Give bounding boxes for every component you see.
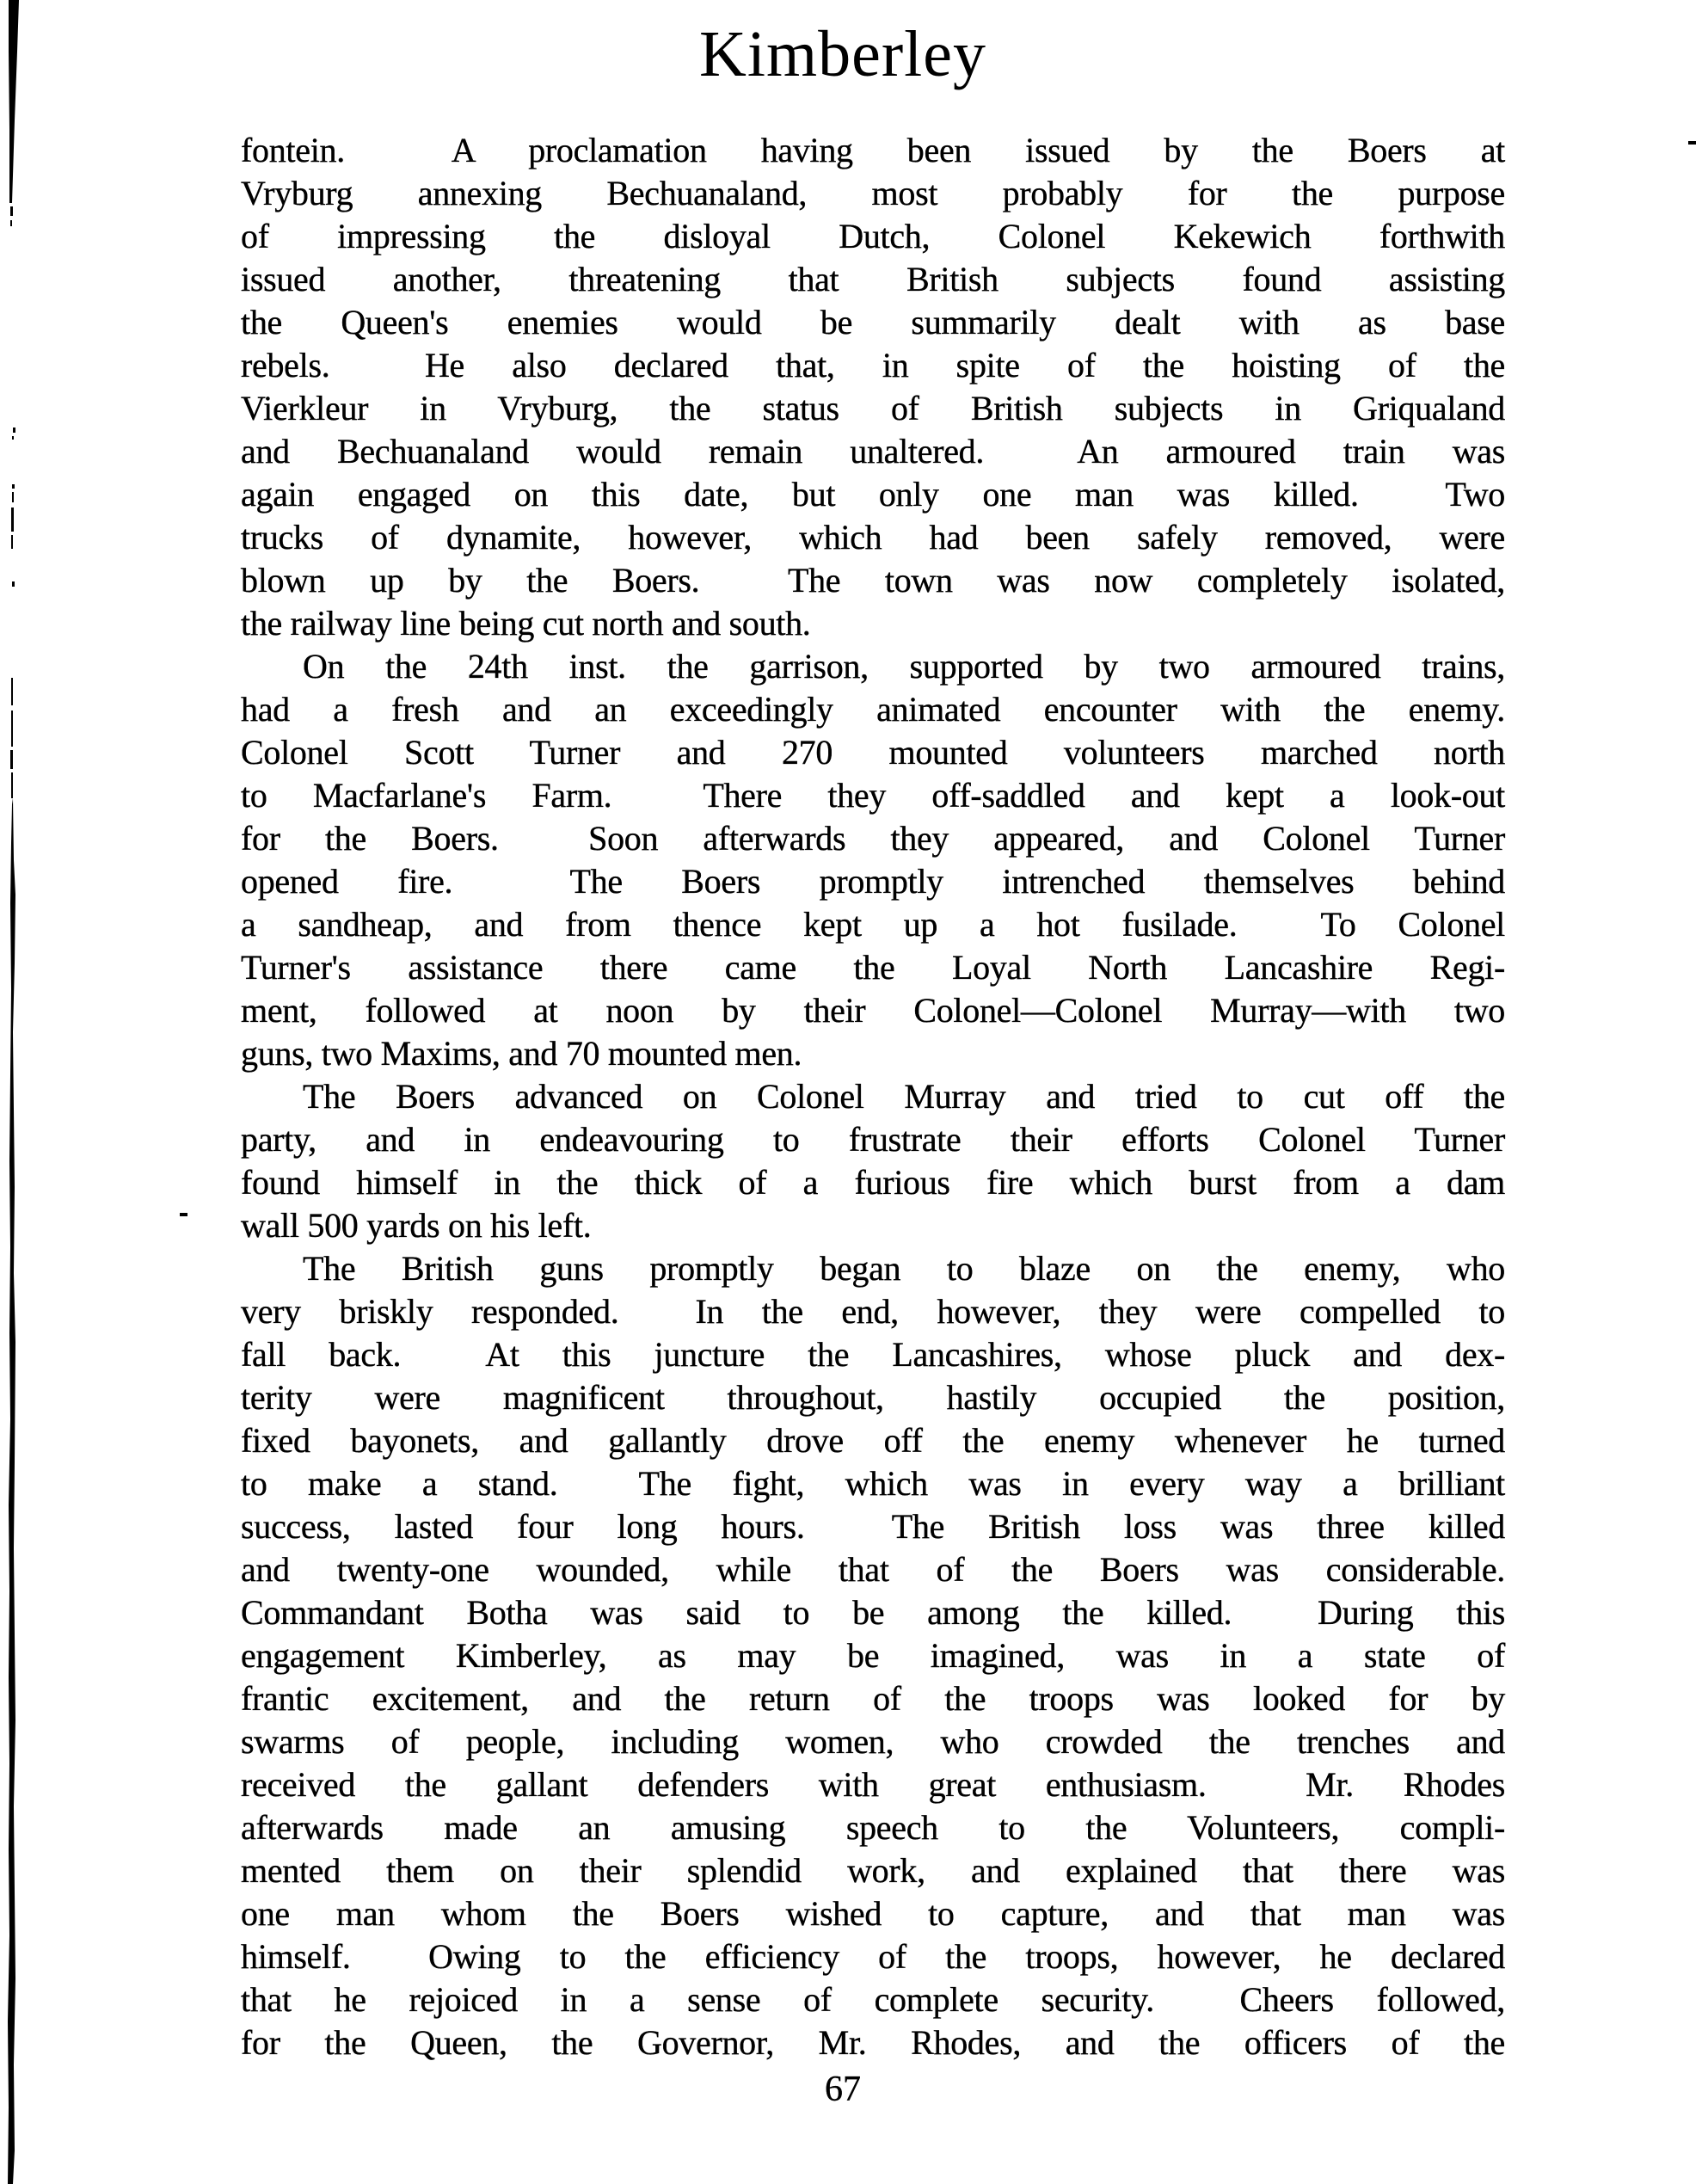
- text-line: engagement Kimberley, as may be imagined, was in a state of: [241, 1636, 1505, 1675]
- text-line: one man whom the Boers wished to capture, and that man was: [241, 1894, 1505, 1933]
- text-line: fixed bayonets, and gallantly drove off the enemy whenever he turned: [241, 1421, 1505, 1460]
- text-line: The Boers advanced on Colonel Murray and tried to cut off the: [303, 1077, 1505, 1116]
- text-line: found himself in the thick of a furious fire which burst from a dam: [241, 1163, 1505, 1202]
- text-line: frantic excitement, and the return of the troops was looked for by: [241, 1679, 1505, 1718]
- page-text: [241, 129, 1505, 2064]
- text-line: opened fire. The Boers promptly intrenched themselves behind: [241, 862, 1505, 901]
- text-line: ment, followed at noon by their Colonel—Colonel Murray—with two: [241, 991, 1505, 1030]
- text-line: mented them on their splendid work, and explained that there was: [241, 1851, 1505, 1890]
- text-line: swarms of people, including women, who crowded the trenches and: [241, 1722, 1505, 1761]
- text-line: to make a stand. The fight, which was in every way a brilliant: [241, 1464, 1505, 1503]
- text-line: again engaged on this date, but only one man was killed. Two: [241, 475, 1505, 514]
- page-title: Kimberley: [698, 18, 986, 90]
- text-line: of impressing the disloyal Dutch, Colonel Kekewich forthwith: [241, 217, 1505, 255]
- text-line: terity were magnificent throughout, hastily occupied the position,: [241, 1378, 1505, 1417]
- text-line: the Queen's enemies would be summarily dealt with as base: [241, 303, 1505, 341]
- text-line: wall 500 yards on his left.: [241, 1206, 592, 1245]
- page-number: 67: [825, 2070, 861, 2109]
- text-line: and Bechuanaland would remain unaltered. An armoured train was: [241, 432, 1505, 471]
- text-line: for the Boers. Soon afterwards they appeared, and Colonel Turner: [241, 819, 1505, 858]
- text-line: received the gallant defenders with great enthusiasm. Mr. Rhodes: [241, 1765, 1505, 1804]
- text-line: had a fresh and an exceedingly animated encounter with the enemy.: [241, 690, 1505, 729]
- text-line: Turner's assistance there came the Loyal North Lancashire Regi-: [241, 948, 1505, 987]
- text-line: afterwards made an amusing speech to the Volunteers, compli-: [241, 1808, 1505, 1847]
- text-line: issued another, threatening that British subjects found assisting: [241, 260, 1505, 298]
- text-line: that he rejoiced in a sense of complete security. Cheers followed,: [241, 1980, 1505, 2019]
- text-line: for the Queen, the Governor, Mr. Rhodes, and the officers of the: [241, 2023, 1505, 2062]
- text-line: trucks of dynamite, however, which had been safely removed, were: [241, 518, 1505, 557]
- text-line: success, lasted four long hours. The British loss was three killed: [241, 1507, 1505, 1546]
- text-line: to Macfarlane's Farm. There they off-saddled and kept a look-out: [241, 776, 1505, 815]
- text-line: blown up by the Boers. The town was now completely isolated,: [241, 561, 1505, 600]
- text-line: party, and in endeavouring to frustrate their efforts Colonel Turner: [241, 1120, 1505, 1159]
- text-line: On the 24th inst. the garrison, supported by two armoured trains,: [303, 647, 1505, 686]
- text-line: himself. Owing to the efficiency of the troops, however, he declared: [241, 1937, 1505, 1976]
- text-line: Vryburg annexing Bechuanaland, most probably for the purpose: [241, 174, 1505, 212]
- text-line: rebels. He also declared that, in spite of the hoisting of the: [241, 346, 1505, 385]
- text-line: Commandant Botha was said to be among the killed. During this: [241, 1593, 1505, 1632]
- text-line: and twenty-one wounded, while that of the Boers was considerable.: [241, 1550, 1505, 1589]
- text-line: The British guns promptly began to blaze on the enemy, who: [303, 1249, 1505, 1288]
- text-line: fall back. At this juncture the Lancashires, whose pluck and dex-: [241, 1335, 1505, 1374]
- text-line: guns, two Maxims, and 70 mounted men.: [241, 1034, 802, 1073]
- text-line: Colonel Scott Turner and 270 mounted volunteers marched north: [241, 733, 1505, 772]
- text-line: Vierkleur in Vryburg, the status of British subjects in Griqualand: [241, 389, 1505, 428]
- text-line: fontein. A proclamation having been issued by the Boers at: [241, 131, 1505, 169]
- text-line: a sandheap, and from thence kept up a hot fusilade. To Colonel: [241, 905, 1505, 944]
- text-line: the railway line being cut north and south.: [241, 604, 811, 643]
- text-line: very briskly responded. In the end, however, they were compelled to: [241, 1292, 1505, 1331]
